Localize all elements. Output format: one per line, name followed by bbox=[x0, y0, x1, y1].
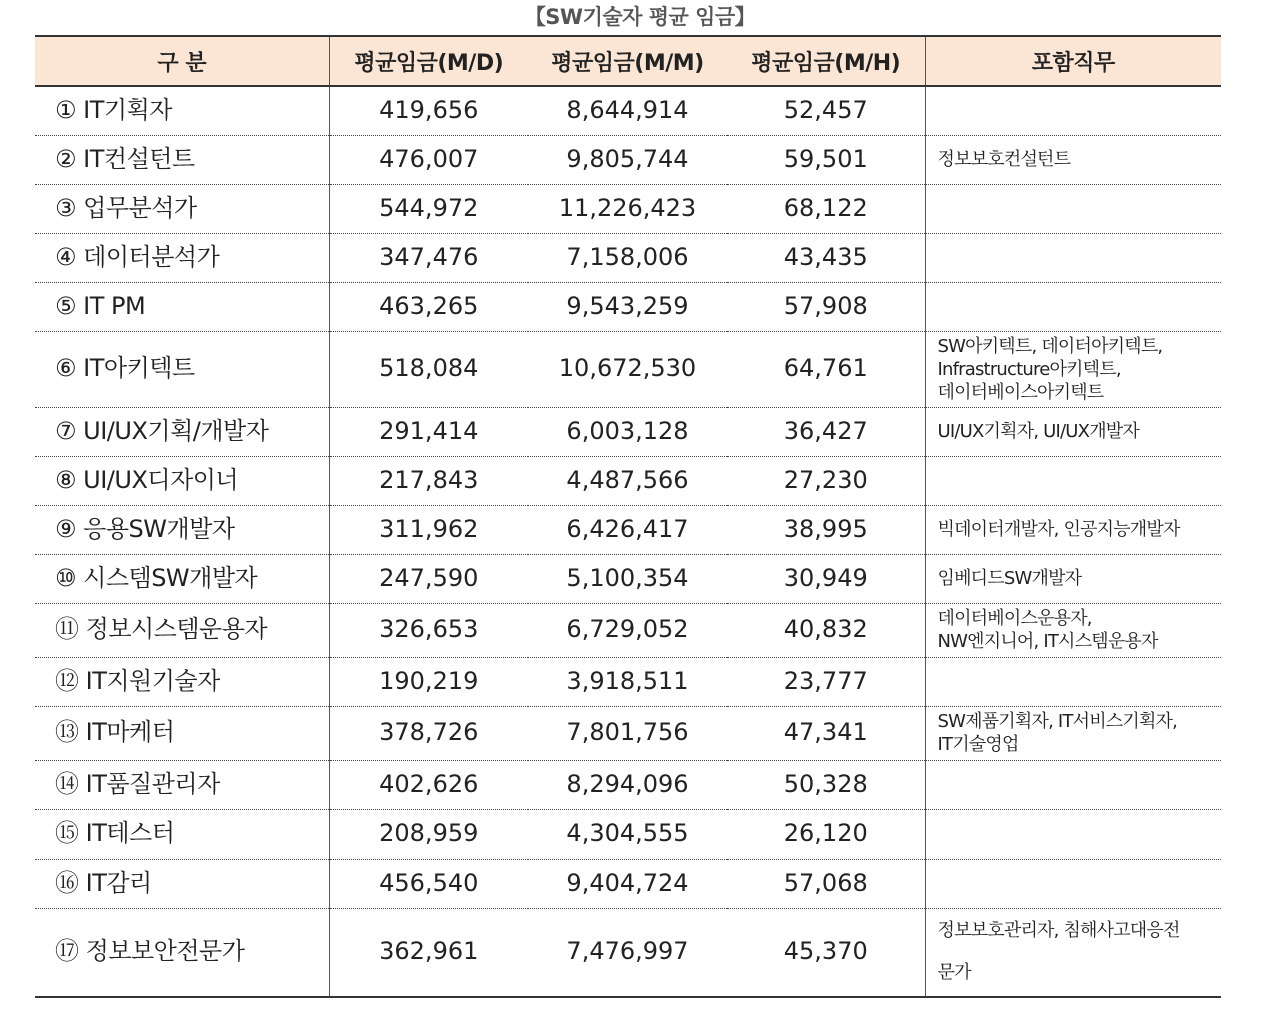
cell-category: ① IT기획자 bbox=[35, 86, 329, 135]
cell-wage-mm: 9,543,259 bbox=[528, 282, 727, 331]
cell-wage-mh: 38,995 bbox=[727, 505, 925, 554]
cell-wage-md: 208,959 bbox=[329, 809, 528, 859]
cell-category: ⑰ 정보보안전문가 bbox=[35, 908, 329, 997]
cell-wage-mh: 50,328 bbox=[727, 760, 925, 809]
cell-wage-md: 347,476 bbox=[329, 233, 528, 282]
table-row bbox=[35, 456, 1221, 505]
cell-wage-mm: 6,003,128 bbox=[528, 407, 727, 456]
cell-wage-mh: 47,341 bbox=[727, 706, 925, 760]
cell-category: ③ 업무분석가 bbox=[35, 184, 329, 233]
header-row bbox=[35, 36, 1221, 86]
table-row bbox=[35, 407, 1221, 456]
table-row bbox=[35, 505, 1221, 554]
cell-included-jobs: 정보보호컨설턴트 bbox=[925, 135, 1221, 184]
cell-included-jobs bbox=[925, 859, 1221, 908]
cell-wage-mh: 43,435 bbox=[727, 233, 925, 282]
cell-wage-mm: 10,672,530 bbox=[528, 331, 727, 407]
table-row bbox=[35, 603, 1221, 657]
cell-wage-md: 402,626 bbox=[329, 760, 528, 809]
cell-wage-mm: 6,729,052 bbox=[528, 603, 727, 657]
cell-wage-mm: 9,805,744 bbox=[528, 135, 727, 184]
cell-wage-md: 518,084 bbox=[329, 331, 528, 407]
cell-wage-mm: 11,226,423 bbox=[528, 184, 727, 233]
cell-wage-md: 419,656 bbox=[329, 86, 528, 135]
cell-wage-md: 311,962 bbox=[329, 505, 528, 554]
cell-included-jobs bbox=[925, 760, 1221, 809]
cell-wage-mm: 8,294,096 bbox=[528, 760, 727, 809]
cell-category: ② IT컨설턴트 bbox=[35, 135, 329, 184]
cell-wage-md: 247,590 bbox=[329, 554, 528, 603]
table-row bbox=[35, 135, 1221, 184]
cell-included-jobs bbox=[925, 282, 1221, 331]
cell-wage-md: 476,007 bbox=[329, 135, 528, 184]
header-md: 평균임금(M/D) bbox=[329, 36, 528, 86]
cell-wage-mm: 4,487,566 bbox=[528, 456, 727, 505]
cell-wage-mm: 7,801,756 bbox=[528, 706, 727, 760]
cell-wage-mh: 23,777 bbox=[727, 657, 925, 706]
cell-category: ⑩ 시스템SW개발자 bbox=[35, 554, 329, 603]
cell-wage-mh: 59,501 bbox=[727, 135, 925, 184]
cell-wage-mh: 57,068 bbox=[727, 859, 925, 908]
table-title: 【SW기술자 평균 임금】 bbox=[524, 5, 756, 29]
cell-wage-mh: 68,122 bbox=[727, 184, 925, 233]
cell-included-jobs: SW제품기획자, IT서비스기획자, IT기술영업 bbox=[925, 706, 1221, 760]
cell-included-jobs: SW아키텍트, 데이터아키텍트, Infrastructure아키텍트, 데이터베이스아키텍트 bbox=[925, 331, 1221, 407]
table-row bbox=[35, 760, 1221, 809]
cell-included-jobs bbox=[925, 456, 1221, 505]
table-row bbox=[35, 706, 1221, 760]
cell-category: ⑯ IT감리 bbox=[35, 859, 329, 908]
cell-category: ⑮ IT테스터 bbox=[35, 809, 329, 859]
cell-included-jobs: 데이터베이스운용자, NW엔지니어, IT시스템운용자 bbox=[925, 603, 1221, 657]
cell-wage-mh: 52,457 bbox=[727, 86, 925, 135]
cell-category: ⑬ IT마케터 bbox=[35, 706, 329, 760]
cell-wage-mm: 8,644,914 bbox=[528, 86, 727, 135]
cell-wage-md: 544,972 bbox=[329, 184, 528, 233]
cell-wage-mh: 30,949 bbox=[727, 554, 925, 603]
cell-wage-mm: 4,304,555 bbox=[528, 809, 727, 859]
cell-category: ⑦ UI/UX기획/개발자 bbox=[35, 407, 329, 456]
table-row bbox=[35, 331, 1221, 407]
table-row bbox=[35, 282, 1221, 331]
cell-wage-mh: 27,230 bbox=[727, 456, 925, 505]
cell-included-jobs bbox=[925, 809, 1221, 859]
cell-wage-md: 326,653 bbox=[329, 603, 528, 657]
cell-category: ⑧ UI/UX디자이너 bbox=[35, 456, 329, 505]
cell-wage-mh: 45,370 bbox=[727, 908, 925, 997]
cell-wage-mh: 57,908 bbox=[727, 282, 925, 331]
cell-category: ⑥ IT아키텍트 bbox=[35, 331, 329, 407]
cell-wage-md: 291,414 bbox=[329, 407, 528, 456]
cell-wage-mm: 7,476,997 bbox=[528, 908, 727, 997]
cell-included-jobs: UI/UX기획자, UI/UX개발자 bbox=[925, 407, 1221, 456]
table-row bbox=[35, 184, 1221, 233]
cell-wage-mm: 6,426,417 bbox=[528, 505, 727, 554]
cell-wage-md: 378,726 bbox=[329, 706, 528, 760]
cell-wage-md: 217,843 bbox=[329, 456, 528, 505]
cell-category: ⑤ IT PM bbox=[35, 282, 329, 331]
cell-wage-md: 463,265 bbox=[329, 282, 528, 331]
wage-table bbox=[35, 35, 1221, 998]
cell-wage-md: 456,540 bbox=[329, 859, 528, 908]
table-row bbox=[35, 554, 1221, 603]
header-mh: 평균임금(M/H) bbox=[727, 36, 925, 86]
cell-wage-mh: 40,832 bbox=[727, 603, 925, 657]
cell-wage-mm: 3,918,511 bbox=[528, 657, 727, 706]
cell-included-jobs bbox=[925, 86, 1221, 135]
cell-included-jobs bbox=[925, 233, 1221, 282]
table-row bbox=[35, 657, 1221, 706]
cell-included-jobs bbox=[925, 657, 1221, 706]
cell-wage-mh: 36,427 bbox=[727, 407, 925, 456]
header-category: 구 분 bbox=[35, 36, 329, 86]
cell-category: ⑫ IT지원기술자 bbox=[35, 657, 329, 706]
cell-wage-mh: 26,120 bbox=[727, 809, 925, 859]
cell-wage-mm: 5,100,354 bbox=[528, 554, 727, 603]
header-mm: 평균임금(M/M) bbox=[528, 36, 727, 86]
cell-included-jobs: 정보보호관리자, 침해사고대응전 문가 bbox=[925, 908, 1221, 997]
cell-category: ⑨ 응용SW개발자 bbox=[35, 505, 329, 554]
cell-category: ⑪ 정보시스템운용자 bbox=[35, 603, 329, 657]
cell-category: ④ 데이터분석가 bbox=[35, 233, 329, 282]
table-row bbox=[35, 809, 1221, 859]
cell-wage-mh: 64,761 bbox=[727, 331, 925, 407]
table-row bbox=[35, 859, 1221, 908]
header-included: 포함직무 bbox=[925, 36, 1221, 86]
cell-wage-md: 190,219 bbox=[329, 657, 528, 706]
cell-wage-mm: 9,404,724 bbox=[528, 859, 727, 908]
cell-category: ⑭ IT품질관리자 bbox=[35, 760, 329, 809]
cell-included-jobs bbox=[925, 184, 1221, 233]
table-row bbox=[35, 908, 1221, 997]
cell-wage-md: 362,961 bbox=[329, 908, 528, 997]
cell-included-jobs: 빅데이터개발자, 인공지능개발자 bbox=[925, 505, 1221, 554]
cell-included-jobs: 임베디드SW개발자 bbox=[925, 554, 1221, 603]
table-row bbox=[35, 86, 1221, 135]
table-row bbox=[35, 233, 1221, 282]
cell-wage-mm: 7,158,006 bbox=[528, 233, 727, 282]
